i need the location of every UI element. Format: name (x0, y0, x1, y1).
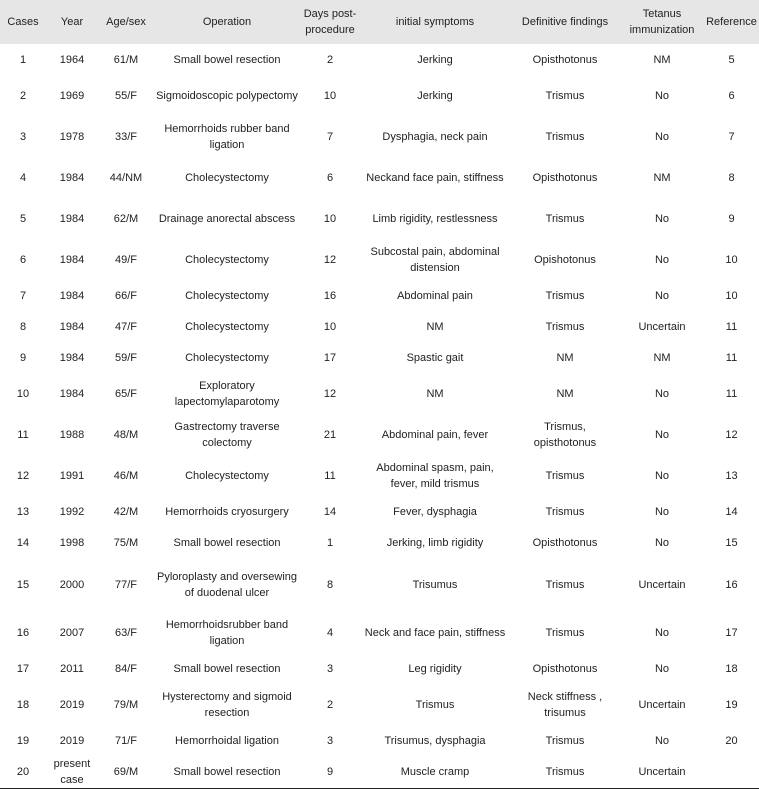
table-header (0, 0, 759, 44)
cell-year: 1984 (59, 171, 85, 184)
cell-initial-symptoms: Trisumus (412, 579, 458, 591)
cell-case: 2 (19, 89, 27, 102)
cell-year: 1991 (59, 469, 85, 482)
cell-age-sex: 62/M (113, 212, 139, 225)
cell-initial-symptoms: Dysphagia, neck pain (382, 130, 488, 143)
cell-age-sex: 65/F (114, 387, 137, 400)
header-operation: Operation (202, 16, 252, 28)
cell-reference: 6 (728, 89, 735, 102)
cell-operation: Cholecystectomy (185, 351, 269, 364)
cell-tetanus-immunization: No (654, 253, 670, 266)
cell-reference: 13 (725, 469, 738, 482)
cell-initial-symptoms: Trismus (415, 698, 455, 711)
cell-reference: 11 (725, 351, 738, 364)
cell-age-sex: 66/F (114, 289, 137, 302)
cell-age-sex: 61/M (113, 53, 139, 66)
cell-age-sex: 63/F (114, 626, 137, 639)
cell-days: 9 (300, 756, 360, 789)
cell-age-sex: 46/M (113, 469, 139, 482)
cell-tetanus-immunization: No (654, 212, 670, 225)
cell-operation: Small bowel resection (173, 662, 281, 675)
cell-definitive-findings: Trismus (545, 130, 585, 143)
cell-case: 13 (16, 505, 30, 518)
cell-age-sex: 48/M (113, 428, 139, 441)
cell-case: 11 (17, 428, 29, 441)
table-row (0, 311, 759, 342)
cell-days: 2 (326, 53, 334, 66)
header-year: Year (60, 16, 84, 28)
cell-year: 2007 (59, 626, 85, 639)
cell-initial-symptoms: Jerking, limb rigidity (386, 536, 484, 549)
cell-reference: 5 (728, 53, 735, 66)
cell-case: 20 (0, 756, 46, 789)
table-row (0, 558, 759, 612)
cell-year: 1978 (59, 130, 85, 143)
cell-case: 15 (16, 579, 30, 591)
table-body (0, 44, 759, 789)
cell-age-sex: 59/F (114, 351, 137, 364)
cell-reference: 9 (728, 212, 735, 225)
cell-reference: 10 (725, 253, 738, 266)
cell-case: 18 (16, 698, 30, 711)
cell-year: 2000 (59, 579, 85, 591)
header-row (0, 0, 759, 44)
cell-definitive-findings: Opisthotonus (532, 536, 598, 549)
cell-case: 9 (19, 351, 27, 364)
cell-definitive-findings: Trismus (545, 320, 585, 333)
cell-definitive-findings: Trismus (545, 505, 585, 518)
cell-initial-symptoms: Abdominal pain (397, 289, 473, 302)
cell-definitive-findings: Trismus, opisthotonus (533, 420, 597, 449)
cell-tetanus-immunization: NM (653, 171, 671, 184)
cell-tetanus-immunization: No (654, 505, 670, 518)
table-row (0, 116, 759, 157)
cell-reference (704, 756, 759, 789)
cell-initial-symptoms: Jerking (417, 89, 453, 102)
header-reference: Reference (706, 16, 757, 28)
cell-reference: 12 (725, 428, 738, 441)
cell-tetanus-immunization: Uncertain (638, 698, 686, 711)
cell-definitive-findings: Trismus (545, 626, 585, 639)
cell-initial-symptoms: Fever, dysphagia (393, 505, 477, 518)
table-row (0, 527, 759, 558)
cell-case: 17 (16, 662, 30, 675)
cell-age-sex: 42/M (113, 505, 139, 518)
table-row (0, 756, 759, 789)
cell-tetanus-immunization: No (654, 662, 670, 675)
cell-case: 7 (19, 289, 27, 302)
cell-tetanus-immunization: NM (653, 53, 671, 66)
cell-age-sex: 69/M (98, 756, 154, 789)
cell-operation: Hemorrhoidal ligation (175, 734, 279, 747)
cell-days: 3 (326, 734, 334, 747)
cell-operation: Small bowel resection (173, 536, 281, 549)
cell-operation: Small bowel resection (173, 53, 281, 66)
cell-initial-symptoms: Neck and face pain, stiffness (364, 626, 506, 639)
cell-reference: 19 (725, 698, 738, 711)
cell-operation: Hemorrhoidsrubber band ligation (165, 618, 289, 647)
cell-definitive-findings: NM (556, 351, 574, 364)
cell-operation: Exploratory lapectomylaparotomy (174, 379, 280, 408)
table-row (0, 684, 759, 725)
cell-days: 12 (323, 253, 337, 266)
cell-operation: Gastrectomy traverse colectomy (174, 420, 280, 449)
cell-definitive-findings: NM (556, 387, 574, 400)
cell-days: 11 (324, 469, 336, 482)
cell-year: 1992 (59, 505, 85, 518)
cell-days: 21 (323, 428, 337, 441)
cell-year: 2019 (59, 734, 85, 747)
cell-age-sex: 84/F (114, 662, 137, 675)
cell-definitive-findings: Opisthotonus (532, 171, 598, 184)
header-definitive-findings: Definitive findings (521, 16, 609, 28)
cell-reference: 7 (728, 130, 735, 143)
cell-tetanus-immunization: No (654, 89, 670, 102)
cell-case: 4 (19, 171, 27, 184)
cell-reference: 11 (725, 387, 738, 400)
cell-age-sex: 55/F (114, 89, 137, 102)
cell-operation: Cholecystectomy (185, 289, 269, 302)
cell-case: 6 (19, 253, 27, 266)
cell-year: 1984 (59, 253, 85, 266)
cell-year: 2019 (59, 698, 85, 711)
cell-operation: Hysterectomy and sigmoid resection (162, 690, 292, 719)
cell-tetanus-immunization: No (654, 289, 670, 302)
table-row (0, 75, 759, 116)
cell-reference: 18 (725, 662, 738, 675)
cell-age-sex: 77/F (114, 579, 137, 591)
cell-initial-symptoms: Limb rigidity, restlessness (372, 212, 498, 225)
cell-reference: 14 (725, 505, 738, 518)
cell-days: 17 (323, 351, 337, 364)
table-row (0, 198, 759, 239)
cell-definitive-findings: Trismus (510, 756, 620, 789)
header-age-sex: Age/sex (106, 16, 146, 28)
cell-days: 10 (323, 320, 337, 333)
cell-year: 1984 (59, 212, 85, 225)
cell-tetanus-immunization: No (654, 428, 670, 441)
cell-case: 14 (16, 536, 30, 549)
table-row (0, 455, 759, 496)
cell-year: 1984 (59, 289, 85, 302)
cell-tetanus-immunization: NM (653, 351, 671, 364)
header-tetanus-immunization: Tetanus immunization (629, 8, 695, 36)
cell-operation: Hemorrhoids cryosurgery (165, 505, 289, 518)
cell-reference: 15 (725, 536, 738, 549)
table-row (0, 414, 759, 455)
cell-definitive-findings: Neck stiffness , trisumus (527, 690, 603, 719)
cell-case: 19 (16, 734, 30, 747)
cell-tetanus-immunization: Uncertain (620, 756, 704, 789)
cell-case: 16 (16, 626, 30, 639)
table-row (0, 373, 759, 414)
cell-operation: Cholecystectomy (185, 320, 269, 333)
table-row (0, 612, 759, 653)
cell-definitive-findings: Opisthotonus (532, 662, 598, 675)
cell-case: 1 (19, 53, 27, 66)
cell-initial-symptoms: Trisumus, dysphagia (384, 734, 486, 747)
cell-year: 1984 (59, 320, 85, 333)
cell-age-sex: 44/NM (109, 171, 143, 184)
cell-age-sex: 47/F (114, 320, 137, 333)
cell-initial-symptoms: Abdominal spasm, pain, fever, mild trismus (376, 461, 494, 490)
cell-tetanus-immunization: Uncertain (638, 320, 686, 333)
cell-age-sex: 49/F (114, 253, 137, 266)
cell-tetanus-immunization: No (654, 469, 670, 482)
cell-days: 1 (326, 536, 334, 549)
cell-days: 10 (323, 212, 337, 225)
cell-operation: Drainage anorectal abscess (158, 212, 296, 225)
cell-days: 14 (323, 505, 337, 518)
cell-year: 1988 (59, 428, 85, 441)
cell-days: 8 (326, 579, 334, 591)
table-row (0, 496, 759, 527)
cell-initial-symptoms: Leg rigidity (408, 662, 462, 675)
cell-tetanus-immunization: No (654, 536, 670, 549)
cell-definitive-findings: Opishotonus (534, 253, 596, 266)
cell-days: 12 (323, 387, 337, 400)
cell-initial-symptoms: Muscle cramp (360, 756, 510, 789)
cell-days: 2 (326, 698, 334, 711)
cell-initial-symptoms: Spastic gait (406, 351, 464, 364)
cell-definitive-findings: Trismus (545, 212, 585, 225)
table-row (0, 239, 759, 280)
cell-case: 8 (19, 320, 27, 333)
cell-operation: Cholecystectomy (185, 253, 269, 266)
cell-days: 3 (326, 662, 334, 675)
table-row (0, 44, 759, 75)
cell-tetanus-immunization: No (654, 387, 670, 400)
cell-operation: Cholecystectomy (185, 469, 269, 482)
cell-operation: Hemorrhoids rubber band ligation (164, 122, 290, 151)
cell-year: 1969 (59, 89, 85, 102)
cell-definitive-findings: Trismus (545, 89, 585, 102)
cell-operation: Sigmoidoscopic polypectomy (156, 89, 298, 102)
cell-case: 10 (16, 387, 30, 400)
cell-age-sex: 33/F (114, 130, 137, 143)
table-row (0, 342, 759, 373)
cell-reference: 10 (725, 289, 738, 302)
cell-initial-symptoms: NM (426, 320, 444, 333)
cell-initial-symptoms: Neckand face pain, stiffness (366, 171, 504, 184)
cell-reference: 16 (725, 579, 738, 591)
header-cases: Cases (7, 16, 39, 28)
cell-tetanus-immunization: No (654, 626, 670, 639)
cell-days: 16 (323, 289, 337, 302)
cell-initial-symptoms: NM (426, 387, 444, 400)
cell-reference: 17 (725, 626, 738, 639)
cell-days: 4 (326, 626, 334, 639)
cell-case: 5 (19, 212, 27, 225)
cell-year: 2011 (60, 662, 84, 675)
cell-initial-symptoms: Subcostal pain, abdominal distension (370, 245, 500, 274)
cell-tetanus-immunization: No (654, 734, 670, 747)
cell-days: 10 (323, 89, 337, 102)
cell-definitive-findings: Trismus (545, 469, 585, 482)
table-row (0, 653, 759, 684)
header-initial-symptoms: initial symptoms (395, 16, 475, 28)
cell-year: 1984 (59, 351, 85, 364)
cell-case: 3 (19, 130, 27, 143)
cell-age-sex: 79/M (113, 698, 139, 711)
cell-year: 1998 (59, 536, 85, 549)
table-row (0, 280, 759, 311)
cell-reference: 8 (728, 171, 735, 184)
cell-operation: Small bowel resection (154, 756, 300, 789)
cell-tetanus-immunization: No (654, 130, 670, 143)
cell-tetanus-immunization: Uncertain (638, 579, 686, 591)
cell-operation: Pyloroplasty and oversewing of duodenal ulcer (156, 571, 298, 599)
cell-days: 6 (326, 171, 334, 184)
cell-definitive-findings: Trismus (545, 734, 585, 747)
cell-days: 7 (326, 130, 334, 143)
cell-year: 1964 (59, 53, 85, 66)
cell-case: 12 (16, 469, 30, 482)
cell-reference: 20 (725, 734, 738, 747)
cell-definitive-findings: Opisthotonus (532, 53, 598, 66)
cell-year: 1984 (59, 387, 85, 400)
header-days-post-procedure: Days post-procedure (303, 8, 357, 36)
cell-age-sex: 75/M (113, 536, 139, 549)
cell-reference: 11 (725, 320, 738, 333)
cell-definitive-findings: Trismus (545, 579, 585, 591)
table-row (0, 157, 759, 198)
cell-operation: Cholecystectomy (185, 171, 269, 184)
table-row (0, 725, 759, 756)
cell-initial-symptoms: Abdominal pain, fever (381, 428, 489, 441)
cell-initial-symptoms: Jerking (417, 53, 453, 66)
cell-age-sex: 71/F (114, 734, 137, 747)
cell-definitive-findings: Trismus (545, 289, 585, 302)
cell-year: present case (46, 756, 98, 789)
